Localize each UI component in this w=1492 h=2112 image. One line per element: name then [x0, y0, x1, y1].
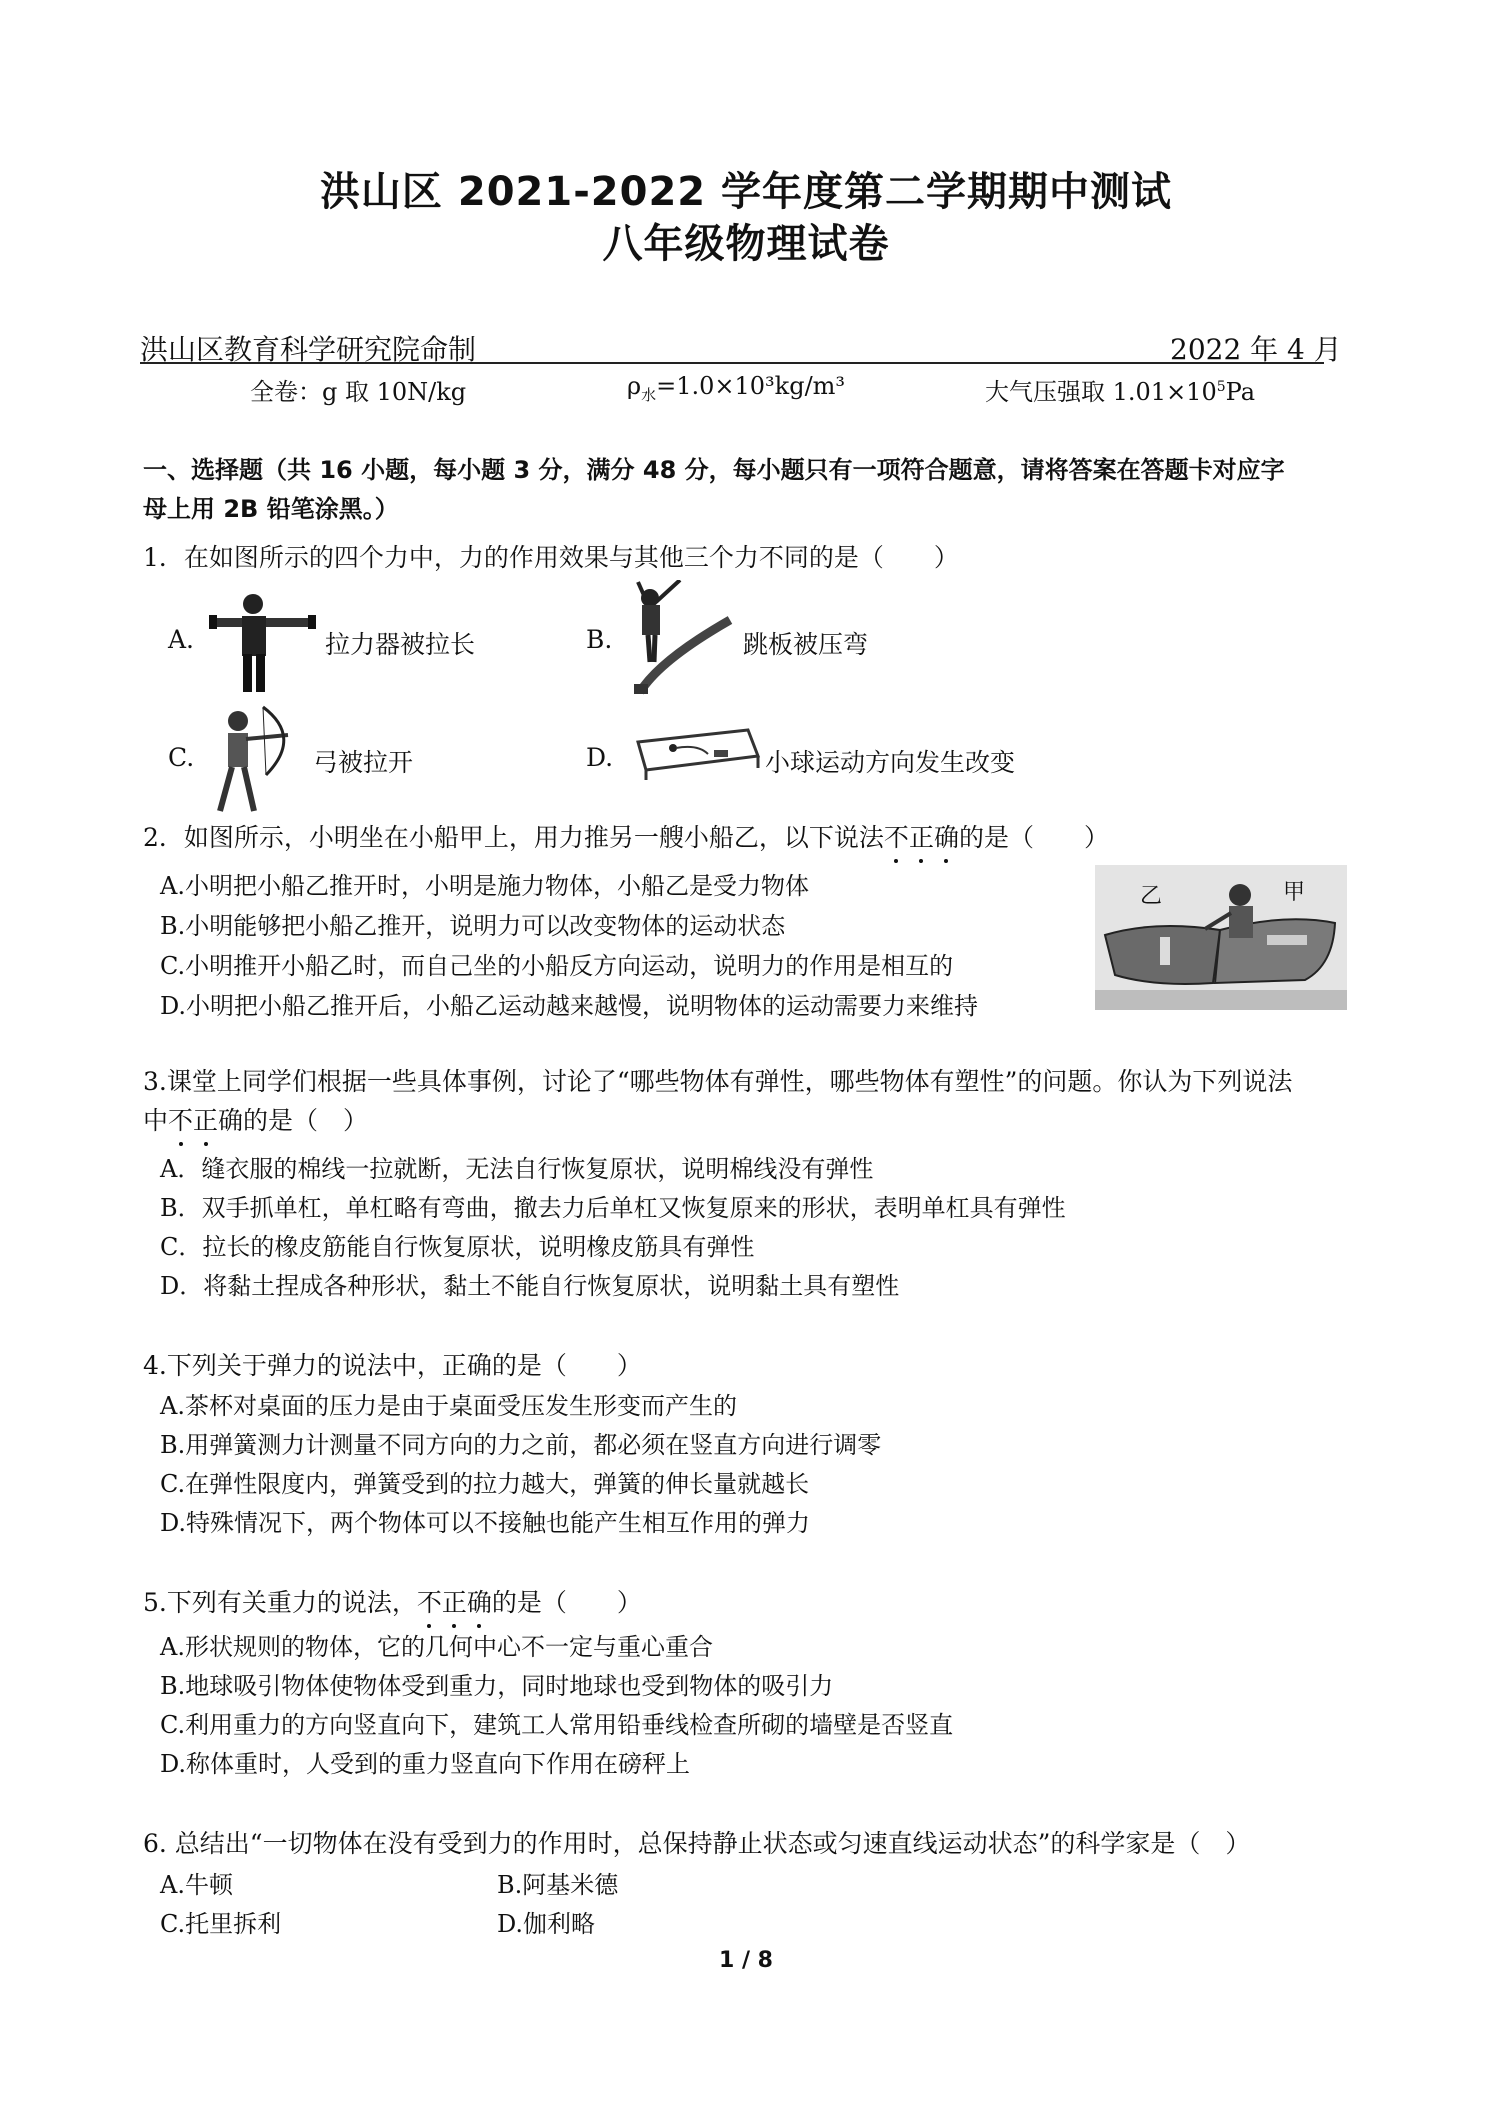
q1-stem: 1．在如图所示的四个力中，力的作用效果与其他三个力不同的是（ ）	[143, 543, 959, 572]
q1-option-c-label: C.	[168, 743, 195, 772]
header-rule	[140, 362, 1324, 364]
exam-title-line1: 洪山区 2021-2022 学年度第二学期期中测试	[319, 169, 1173, 215]
q5-option-b: B.地球吸引物体使物体受到重力，同时地球也受到物体的吸引力	[160, 1672, 834, 1700]
boat-label-jia: 甲	[1283, 880, 1306, 905]
q1-option-d-label: D.	[586, 743, 614, 772]
q5-emphasis-zheng: 正	[442, 1583, 467, 1619]
q6-option-a: A.牛顿	[160, 1871, 233, 1899]
section1-title-line2: 母上用 2B 铅笔涂黑。）	[143, 495, 399, 523]
page-number: 1 / 8	[719, 1948, 773, 1973]
q3-option-d: D．将黏土捏成各种形状，黏土不能自行恢复原状，说明黏土具有塑性	[160, 1272, 900, 1300]
q1-option-b-label: B.	[586, 625, 613, 654]
q4-option-d: D.特殊情况下，两个物体可以不接触也能产生相互作用的弹力	[160, 1509, 811, 1537]
pressure-unit: Pa	[1225, 378, 1256, 406]
q1-option-c-text: 弓被拉开	[313, 748, 414, 777]
q5-option-a: A.形状规则的物体，它的几何中心不一定与重心重合	[160, 1633, 713, 1661]
q2-emphasis-bu: 不	[884, 818, 909, 854]
q3-stem-line1: 3.课堂上同学们根据一些具体事例，讨论了“哪些物体有弹性，哪些物体有塑性”的问题。你认为下列说法	[143, 1067, 1293, 1096]
q4-option-a: A.茶杯对桌面的压力是由于桌面受压发生形变而产生的	[160, 1392, 737, 1420]
q2-stem-start: 2．如图所示，小明坐在小船甲上，用力推另一艘小船乙，以下说法	[143, 823, 884, 852]
q5-stem-end: 的是（ ）	[491, 1588, 642, 1617]
q1-option-a-label: A.	[168, 625, 195, 654]
q2-emphasis-zheng: 正	[909, 818, 934, 854]
q4-option-c: C.在弹性限度内，弹簧受到的拉力越大，弹簧的伸长量就越长	[160, 1470, 810, 1498]
q2-stem	[143, 818, 1109, 854]
q2-emphasis-que: 确	[934, 818, 959, 854]
q3-emphasis-bu: 不	[168, 1101, 193, 1137]
rho-symbol: ρ	[627, 372, 642, 400]
q3-stem-end: 确的是（ ）	[218, 1106, 369, 1135]
q6-option-c: C.托里拆利	[160, 1910, 282, 1938]
rho-subscript: 水	[641, 385, 657, 404]
exam-date: 2022 年 4 月	[1170, 333, 1342, 366]
q4-stem: 4.下列关于弹力的说法中，正确的是（ ）	[143, 1351, 642, 1380]
diving-board-figure-image	[620, 580, 735, 695]
q2-option-a: A.小明把小船乙推开时，小明是施力物体，小船乙是受力物体	[160, 872, 809, 900]
exam-title-line2: 八年级物理试卷	[602, 221, 890, 267]
q1-option-a-text: 拉力器被拉长	[325, 630, 476, 659]
q3-emphasis-zheng: 正	[193, 1101, 218, 1137]
q6-stem: 6. 总结出“一切物体在没有受到力的作用时，总保持静止状态或匀速直线运动状态”的科学家是（ ）	[143, 1829, 1251, 1858]
q5-option-c: C.利用重力的方向竖直向下，建筑工人常用铅垂线检查所砌的墙壁是否竖直	[160, 1711, 954, 1739]
q2-option-b: B.小明能够把小船乙推开，说明力可以改变物体的运动状态	[160, 912, 786, 940]
pressure-exponent: 5	[1216, 379, 1226, 395]
q2-option-c: C.小明推开小船乙时，而自己坐的小船反方向运动，说明力的作用是相互的	[160, 952, 954, 980]
q2-stem-end: 的是（ ）	[958, 823, 1109, 852]
boats-figure	[1095, 865, 1347, 1010]
q5-emphasis-que: 确	[467, 1583, 492, 1619]
q6-option-b: B.阿基米德	[497, 1871, 619, 1899]
constant-g: 全卷：g 取 10N/kg	[250, 378, 467, 406]
q3-option-c: C．拉长的橡皮筋能自行恢复原状，说明橡皮筋具有弹性	[160, 1233, 755, 1261]
q3-stem-start: 中	[143, 1106, 169, 1135]
archer-figure-image	[208, 705, 298, 815]
q5-option-d: D.称体重时，人受到的重力竖直向下作用在磅秤上	[160, 1750, 691, 1778]
issuer: 洪山区教育科学研究院命制	[140, 333, 477, 366]
boat-label-yi: 乙	[1140, 884, 1163, 909]
q3-option-b: B．双手抓单杠，单杠略有弯曲，撤去力后单杠又恢复原来的形状，表明单杠具有弹性	[160, 1194, 1066, 1222]
q1-option-d-text: 小球运动方向发生改变	[765, 748, 1016, 777]
q5-stem	[143, 1583, 642, 1619]
q5-emphasis-bu: 不	[417, 1583, 442, 1619]
section1-title-line1: 一、选择题（共 16 小题，每小题 3 分，满分 48 分，每小题只有一项符合题意，请将答案在答题卡对应字	[143, 456, 1285, 484]
exerciser-figure-image	[205, 590, 320, 695]
q3-stem-line2	[143, 1101, 368, 1137]
rho-value: =1.0×10³kg/m³	[656, 372, 846, 400]
q4-option-b: B.用弹簧测力计测量不同方向的力之前，都必须在竖直方向进行调零	[160, 1431, 882, 1459]
constant-water-density	[627, 372, 845, 405]
q5-stem-start: 5.下列有关重力的说法，	[143, 1588, 417, 1617]
q2-option-d: D.小明把小船乙推开后，小船乙运动越来越慢，说明物体的运动需要力来维持	[160, 992, 979, 1020]
q1-option-b-text: 跳板被压弯	[743, 630, 869, 659]
ball-track-figure-image	[628, 722, 763, 782]
q6-option-d: D.伽利略	[497, 1910, 596, 1938]
boats-image	[1095, 865, 1347, 1010]
pressure-prefix: 大气压强取 1.01×10	[985, 378, 1217, 406]
constant-atm-pressure	[985, 372, 1255, 407]
q3-option-a: A．缝衣服的棉线一拉就断，无法自行恢复原状，说明棉线没有弹性	[160, 1155, 874, 1183]
